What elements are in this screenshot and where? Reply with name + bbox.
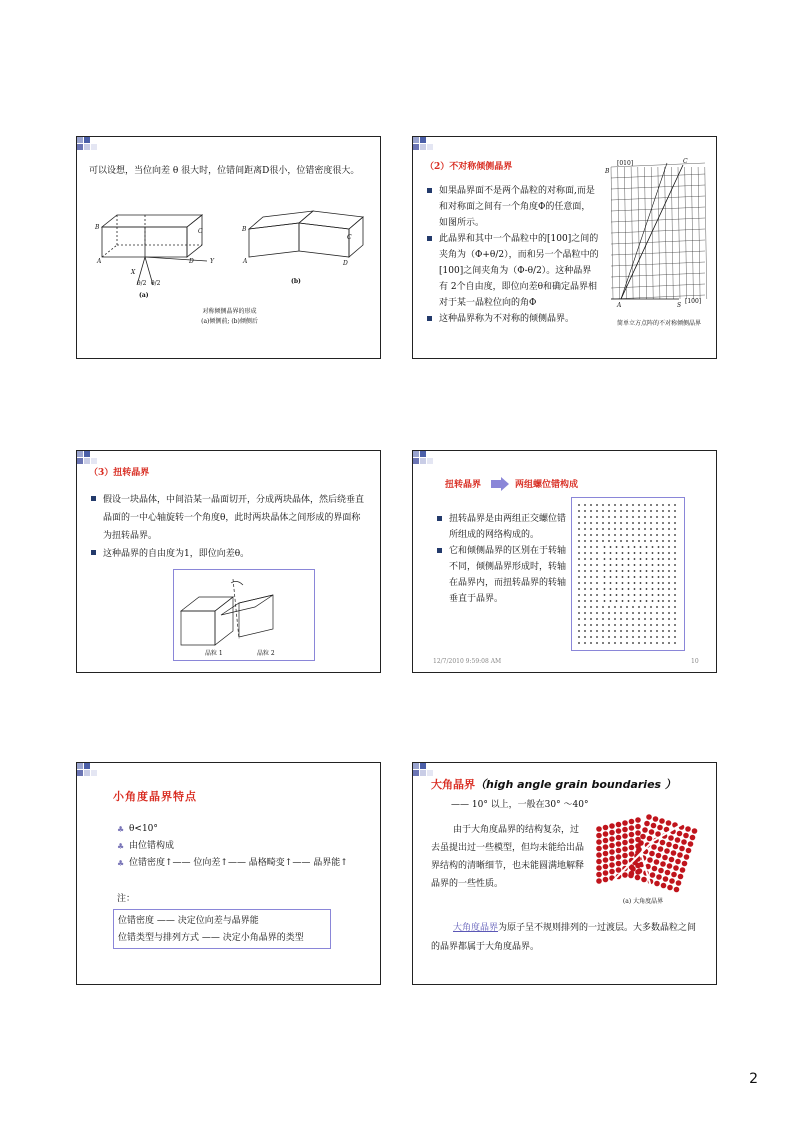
- slide-title: 小角度晶界特点: [113, 790, 197, 803]
- high-angle-link[interactable]: 大角度晶界: [453, 923, 499, 933]
- label-theta-half-2: θ/2: [151, 280, 161, 287]
- title-cn: 大角晶界: [431, 778, 475, 791]
- page-number: 2: [749, 1071, 758, 1087]
- label-b: (b): [291, 278, 301, 285]
- slide-title: （2）不对称倾侧晶界: [425, 162, 513, 172]
- slide-low-angle-features: [76, 762, 381, 985]
- arrow-right-icon: [491, 477, 511, 491]
- twist-boundary-figure: [173, 569, 313, 659]
- label-C-b: C: [347, 234, 352, 241]
- label-grain-2: 晶粒 2: [257, 650, 275, 657]
- note-line: 位错类型与排列方式 —— 决定小角晶界的类型: [118, 933, 304, 943]
- high-angle-boundary-atoms-figure: [593, 811, 703, 895]
- slide-title-right: 两组螺位错构成: [515, 480, 579, 490]
- label-A-b: A: [243, 258, 248, 265]
- screw-dislocation-network-figure: [575, 501, 679, 645]
- slide-high-angle-boundary: [412, 762, 717, 985]
- label-X-a: X: [131, 269, 136, 276]
- label-B-b: B: [242, 226, 247, 233]
- label-A: A: [617, 302, 622, 309]
- note-label: 注：: [117, 894, 136, 904]
- label-B: B: [605, 168, 610, 175]
- slide-text: 可以设想，当位向差 θ 很大时，位错间距离D很小，位错密度很大。: [89, 166, 360, 176]
- label-010: [010]: [617, 160, 634, 167]
- slide-title: [431, 777, 676, 793]
- slide-symmetric-tilt-high-angle: [76, 136, 381, 359]
- label-C: C: [683, 158, 688, 165]
- slide-twist-screw-dislocations: [412, 450, 717, 673]
- conclusion-text: 为原子呈不规则排列的一过渡层。大多数晶粒之间的晶界都属于大角度晶界。: [431, 923, 697, 952]
- slide-title-left: 扭转晶界: [445, 480, 482, 490]
- slide-corner-decoration: [413, 137, 435, 159]
- bullet-item: 如果晶界面不是两个晶粒的对称面,而是和对称面之间有一个角度Φ的任意面，如图所示。: [427, 183, 599, 231]
- bullet-item: 扭转晶界是由两组正交螺位错所组成的网络构成的。: [437, 511, 567, 543]
- label-Y-a: Y: [210, 258, 214, 265]
- bullet-list: [427, 183, 599, 327]
- feature-item: ♣ 由位错构成: [117, 838, 377, 855]
- label-C-a: C: [198, 228, 203, 235]
- bullet-item: 这种晶界称为不对称的倾侧晶界。: [427, 311, 599, 327]
- feature-item: ♣ θ<10°: [117, 821, 377, 838]
- figure-caption: (a) 大角度晶界: [622, 898, 664, 905]
- slide-twist-boundary: [76, 450, 381, 673]
- figure-caption-title: 对称倾侧晶界的形成: [202, 308, 257, 315]
- title-en: （high angle grain boundaries ）: [475, 778, 676, 791]
- note-box: [113, 909, 331, 949]
- bullet-item: 它和倾侧晶界的区别在于转轴不同，倾侧晶界形成时，转轴在晶界内，而扭转晶界的转轴垂直于晶界。: [437, 543, 567, 607]
- label-S: S: [677, 302, 682, 309]
- bullet-list: [91, 491, 366, 563]
- description-paragraph: 由于大角度晶界的结构复杂，过去虽提出过一些模型，但均未能给出晶界结构的清晰细节，也未能圆满地解释晶界的一些性质。: [431, 825, 585, 889]
- slide-corner-decoration: [413, 451, 435, 473]
- footer-page: 10: [691, 658, 699, 665]
- label-D-a: D: [189, 258, 194, 265]
- slide-asymmetric-tilt: [412, 136, 717, 359]
- slide-title: （3）扭转晶界: [89, 468, 150, 478]
- slide-corner-decoration: [77, 763, 99, 785]
- conclusion-paragraph: [431, 919, 703, 957]
- figure-caption: 简单立方点阵的不对称倾侧晶界: [616, 320, 701, 327]
- label-A-a: A: [97, 258, 102, 265]
- label-a: (a): [139, 292, 149, 299]
- label-B-a: B: [95, 224, 100, 231]
- asymmetric-tilt-lattice-figure: [605, 159, 715, 309]
- label-D-b: D: [343, 260, 348, 267]
- label-grain-1: 晶粒 1: [205, 650, 223, 657]
- footer-date: 12/7/2010 9:59:08 AM: [433, 658, 502, 665]
- label-theta-half-1: θ/2: [137, 280, 147, 287]
- label-100: [100]: [685, 298, 702, 305]
- bullet-list: [437, 511, 567, 607]
- figure-caption-sub: (a)倾侧前; (b)倾侧后: [201, 318, 258, 325]
- bullet-item: 这种晶界的自由度为1，即位向差θ。: [91, 545, 366, 563]
- bullet-item: 假设一块晶体，中间沿某一晶面切开，分成两块晶体，然后绕垂直 晶面的一中心轴旋转一个角度θ，此时两块晶体之间形成的界面称为扭转晶界。: [91, 491, 366, 545]
- feature-list: [117, 821, 377, 872]
- feature-item: ♣ 位错密度↑—— 位向差↑—— 晶格畸变↑—— 晶界能↑: [117, 855, 377, 872]
- bullet-item: 此晶界和其中一个晶粒中的[100]之间的夹角为（Φ+θ/2），而和另一个晶粒中的[100]之间夹角为（Φ-θ/2）。这种晶界有 2个自由度，即位向差θ和确定晶界相对于某一晶粒位向的角Φ: [427, 231, 599, 311]
- angle-range: —— 10° 以上，一般在30° ～40°: [451, 800, 589, 810]
- note-line: 位错密度 —— 决定位向差与晶界能: [118, 916, 259, 926]
